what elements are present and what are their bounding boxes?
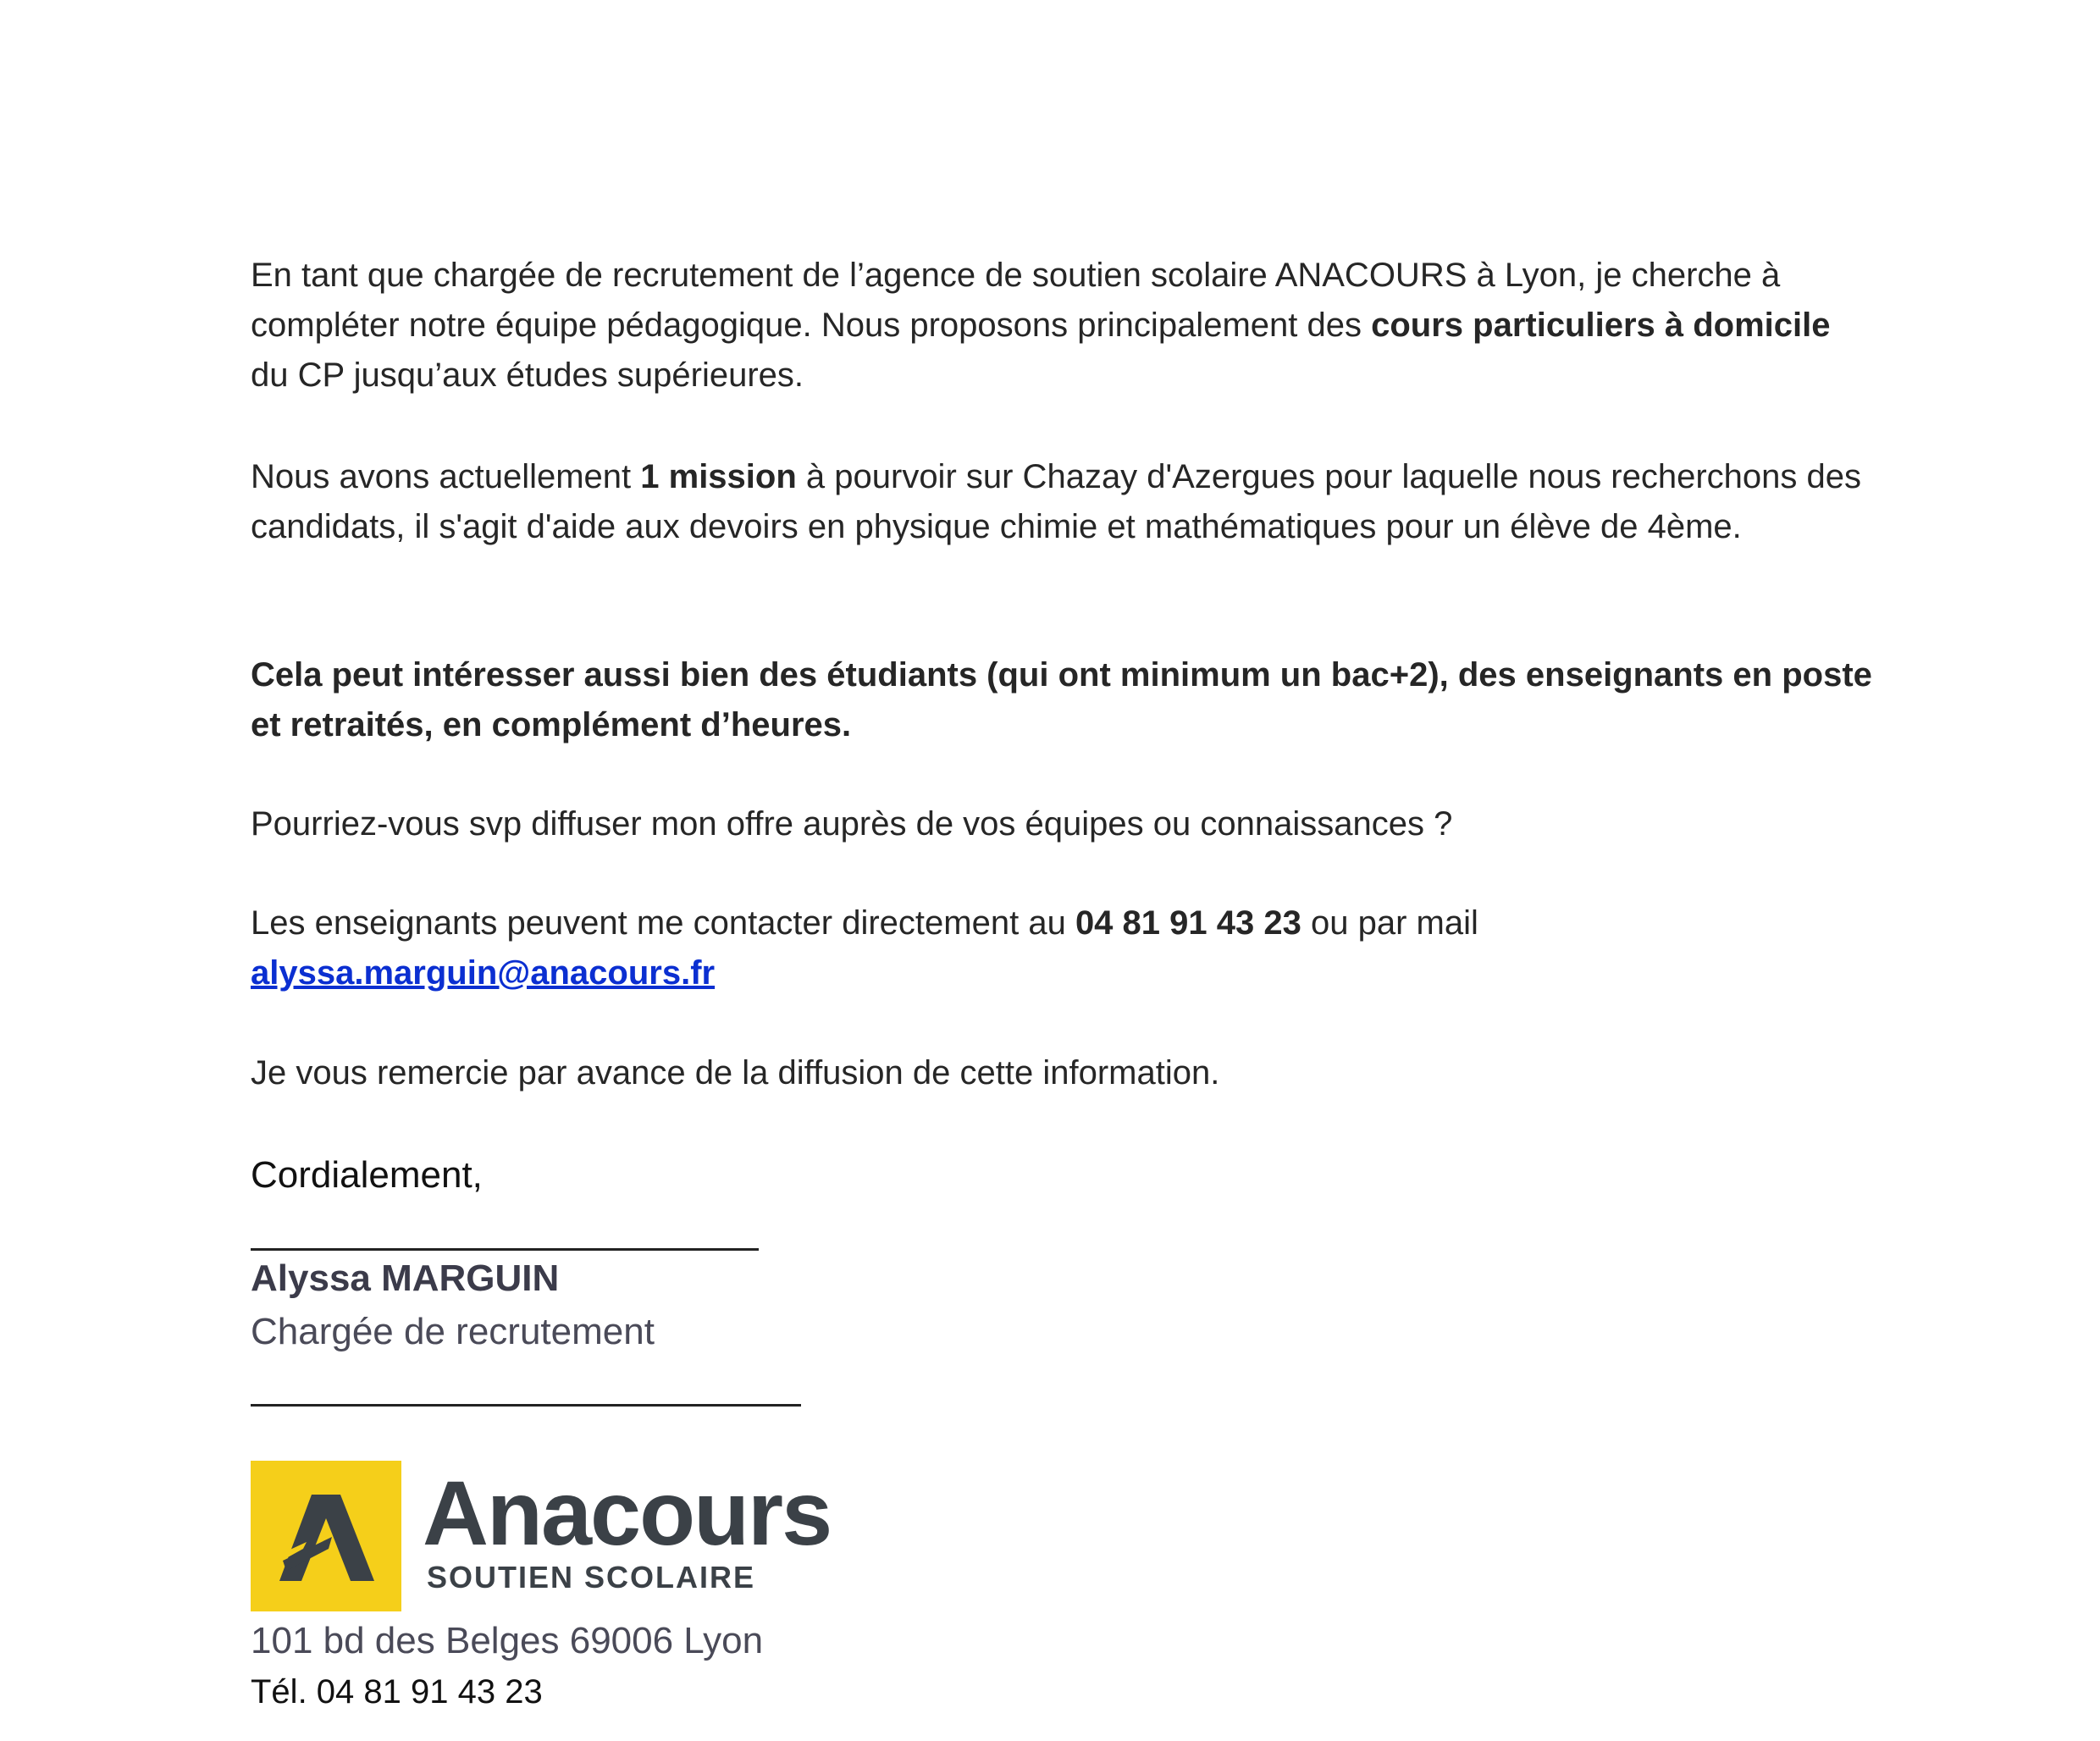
logo-wordmark: Anacours	[423, 1462, 832, 1564]
intro-paragraph	[251, 251, 1876, 401]
email-link[interactable]: alyssa.marguin@anacours.fr	[251, 954, 716, 992]
intro-bold-text: cours particuliers à domicile	[1371, 307, 1831, 344]
mission-bold-text: 1 mission	[640, 458, 797, 495]
intro-text-2: du CP jusqu’aux études supérieures.	[251, 356, 804, 394]
intro-text-1: En tant que chargée de recrutement de l’agence de soutien scolaire ANACOURS à Lyon, je cherche à compléter notre équipe pédagogique. Nous proposons principalement des	[251, 257, 1781, 344]
signature-phone: Tél. 04 81 91 43 23	[251, 1673, 543, 1711]
contact-text-1: Les enseignants peuvent me contacter directement au	[251, 904, 1075, 942]
mission-text-2: à pourvoir sur Chazay d'Azergues pour laquelle nous recherchons des candidats, il s'agit d'aide aux devoirs en physique chimie et mathématiques pour un élève de 4ème.	[251, 458, 1862, 545]
request-paragraph: Pourriez-vous svp diffuser mon offre auprès de vos équipes ou connaissances ?	[251, 805, 1453, 843]
anacours-logo	[251, 1461, 843, 1611]
contact-paragraph	[251, 898, 1876, 998]
signature-divider-bottom	[251, 1404, 801, 1407]
logo-mark	[251, 1461, 401, 1611]
thanks-paragraph: Je vous remercie par avance de la diffusion de cette information.	[251, 1054, 1220, 1092]
logo-subtitle: SOUTIEN SCOLAIRE	[427, 1560, 756, 1595]
signature-name: Alyssa MARGUIN	[251, 1257, 560, 1299]
signature-role: Chargée de recrutement	[251, 1311, 655, 1352]
contact-text-2: ou par mail	[1301, 904, 1478, 942]
mission-text-1: Nous avons actuellement	[251, 458, 641, 495]
closing-text: Cordialement,	[251, 1154, 483, 1196]
audience-paragraph: Cela peut intéresser aussi bien des étudiants (qui ont minimum un bac+2), des enseignants en poste et retraités, en complément d’heures.	[251, 656, 1872, 743]
contact-phone: 04 81 91 43 23	[1075, 904, 1301, 942]
logo-a-icon	[251, 1461, 401, 1611]
signature-divider-top	[251, 1248, 759, 1251]
signature-address: 101 bd des Belges 69006 Lyon	[251, 1620, 764, 1661]
mission-paragraph	[251, 452, 1876, 552]
